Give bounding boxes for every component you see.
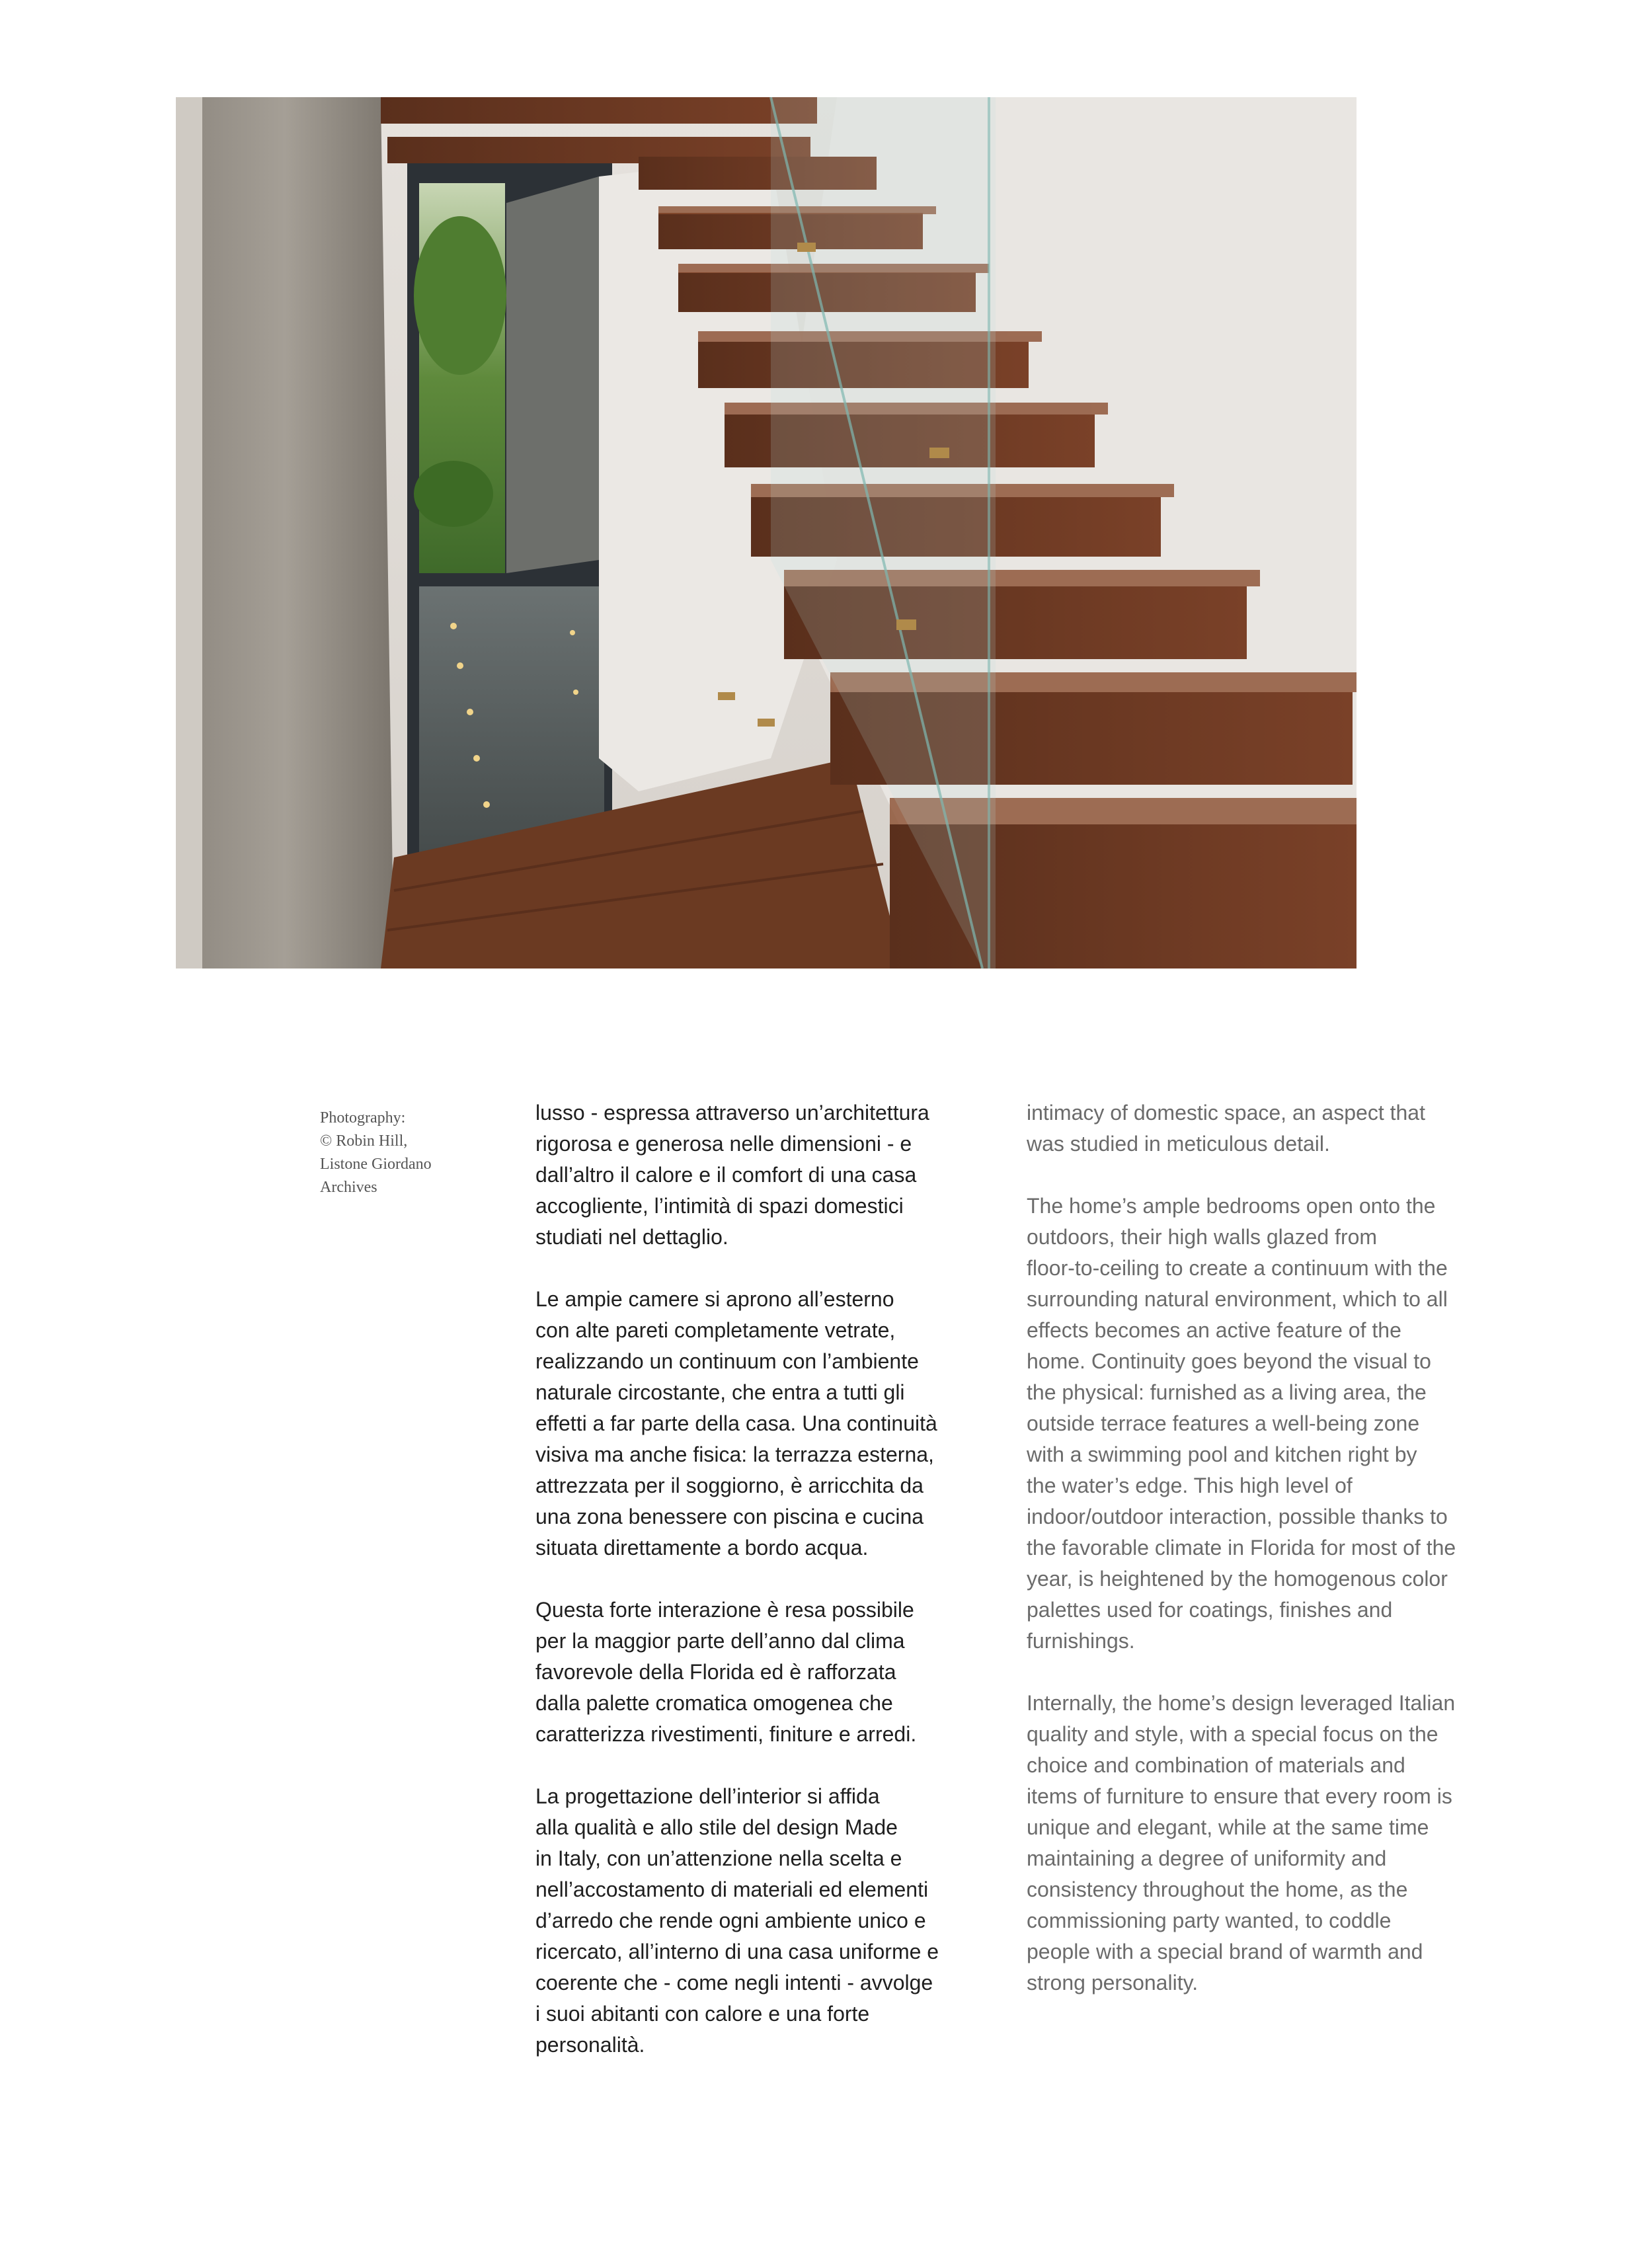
text-line: outside terrace features a well-being zone [1027,1411,1420,1435]
text-line: Internally, the home’s design leveraged Italian [1027,1691,1456,1715]
text-line: coerente che - come negli intenti - avvolge [535,1971,933,1995]
text-line: dall’altro il calore e il comfort di una casa [535,1163,917,1187]
text-line: ricercato, all’interno di una casa uniforme e [535,1940,939,1963]
text-line: quality and style, with a special focus on the [1027,1722,1438,1746]
italian-paragraph [535,1097,992,1253]
text-line: visiva ma anche fisica: la terrazza esterna, [535,1443,934,1466]
text-line: year, is heightened by the homogenous color [1027,1567,1448,1591]
italian-paragraph [535,1284,992,1563]
text-line: choice and combination of materials and [1027,1753,1405,1777]
staircase-photo [176,97,1357,968]
text-line: accogliente, l’intimità di spazi domestici [535,1194,904,1218]
photo-credit [320,1107,479,1199]
text-line: commissioning party wanted, to coddle [1027,1909,1392,1932]
text-line: indoor/outdoor interaction, possible thanks to [1027,1505,1448,1528]
text-line: una zona benessere con piscina e cucina [535,1505,924,1528]
text-line: home. Continuity goes beyond the visual to [1027,1349,1431,1373]
text-line: con alte pareti completamente vetrate, [535,1318,896,1342]
text-line: La progettazione dell’interior si affida [535,1784,880,1808]
text-line: attrezzata per il soggiorno, è arricchita da [535,1474,924,1497]
text-line: situata direttamente a bordo acqua. [535,1536,869,1560]
text-line: caratterizza rivestimenti, finiture e arredi. [535,1722,917,1746]
text-line: surrounding natural environment, which to all [1027,1287,1448,1311]
text-line: naturale circostante, che entra a tutti gli [535,1380,905,1404]
text-line: effetti a far parte della casa. Una continuità [535,1411,937,1435]
text-line: items of furniture to ensure that every room is [1027,1784,1452,1808]
text-line: palettes used for coatings, finishes and [1027,1598,1393,1622]
photo-credit-line: © Robin Hill, [320,1132,408,1150]
text-line: lusso - espressa attraverso un’architettura [535,1101,929,1125]
text-line: was studied in meticulous detail. [1027,1132,1330,1156]
italian-text-column [535,1097,992,2092]
text-line: nell’accostamento di materiali ed elementi [535,1878,929,1901]
english-paragraph [1027,1097,1489,1160]
text-line: consistency throughout the home, as the [1027,1878,1408,1901]
text-line: furnishings. [1027,1629,1135,1653]
text-line: strong personality. [1027,1971,1199,1995]
english-paragraph [1027,1191,1489,1657]
text-line: studiati nel dettaglio. [535,1225,728,1249]
text-line: d’arredo che rende ogni ambiente unico e [535,1909,926,1932]
italian-paragraph [535,1781,992,2061]
english-paragraph [1027,1688,1489,1998]
photo-credit-line: Photography: [320,1109,406,1126]
text-line: in Italy, con un’attenzione nella scelta e [535,1846,902,1870]
text-line: Le ampie camere si aprono all’esterno [535,1287,894,1311]
text-line: i suoi abitanti con calore e una forte [535,2002,870,2026]
text-line: dalla palette cromatica omogenea che [535,1691,893,1715]
text-line: people with a special brand of warmth and [1027,1940,1423,1963]
text-line: the physical: furnished as a living area, the [1027,1380,1427,1404]
text-line: Questa forte interazione è resa possibile [535,1598,914,1622]
text-line: realizzando un continuum con l’ambiente [535,1349,919,1373]
text-line: favorevole della Florida ed è rafforzata [535,1660,896,1684]
text-line: with a swimming pool and kitchen right by [1027,1443,1417,1466]
italian-paragraph [535,1595,992,1750]
text-line: maintaining a degree of uniformity and [1027,1846,1387,1870]
text-line: rigorosa e generosa nelle dimensioni - e [535,1132,912,1156]
photo-credit-line: Archives [320,1179,377,1196]
text-line: alla qualità e allo stile del design Made [535,1815,898,1839]
english-text-column [1027,1097,1489,2030]
text-line: The home’s ample bedrooms open onto the [1027,1194,1436,1218]
text-line: per la maggior parte dell’anno dal clima [535,1629,905,1653]
text-line: personalità. [535,2033,645,2057]
photo-credit-line: Listone Giordano [320,1156,432,1173]
text-line: unique and elegant, while at the same time [1027,1815,1429,1839]
text-line: the favorable climate in Florida for most of the [1027,1536,1456,1560]
text-line: floor-to-ceiling to create a continuum with the [1027,1256,1448,1280]
text-line: the water’s edge. This high level of [1027,1474,1353,1497]
text-line: effects becomes an active feature of the [1027,1318,1401,1342]
text-line: outdoors, their high walls glazed from [1027,1225,1378,1249]
text-line: intimacy of domestic space, an aspect that [1027,1101,1425,1125]
